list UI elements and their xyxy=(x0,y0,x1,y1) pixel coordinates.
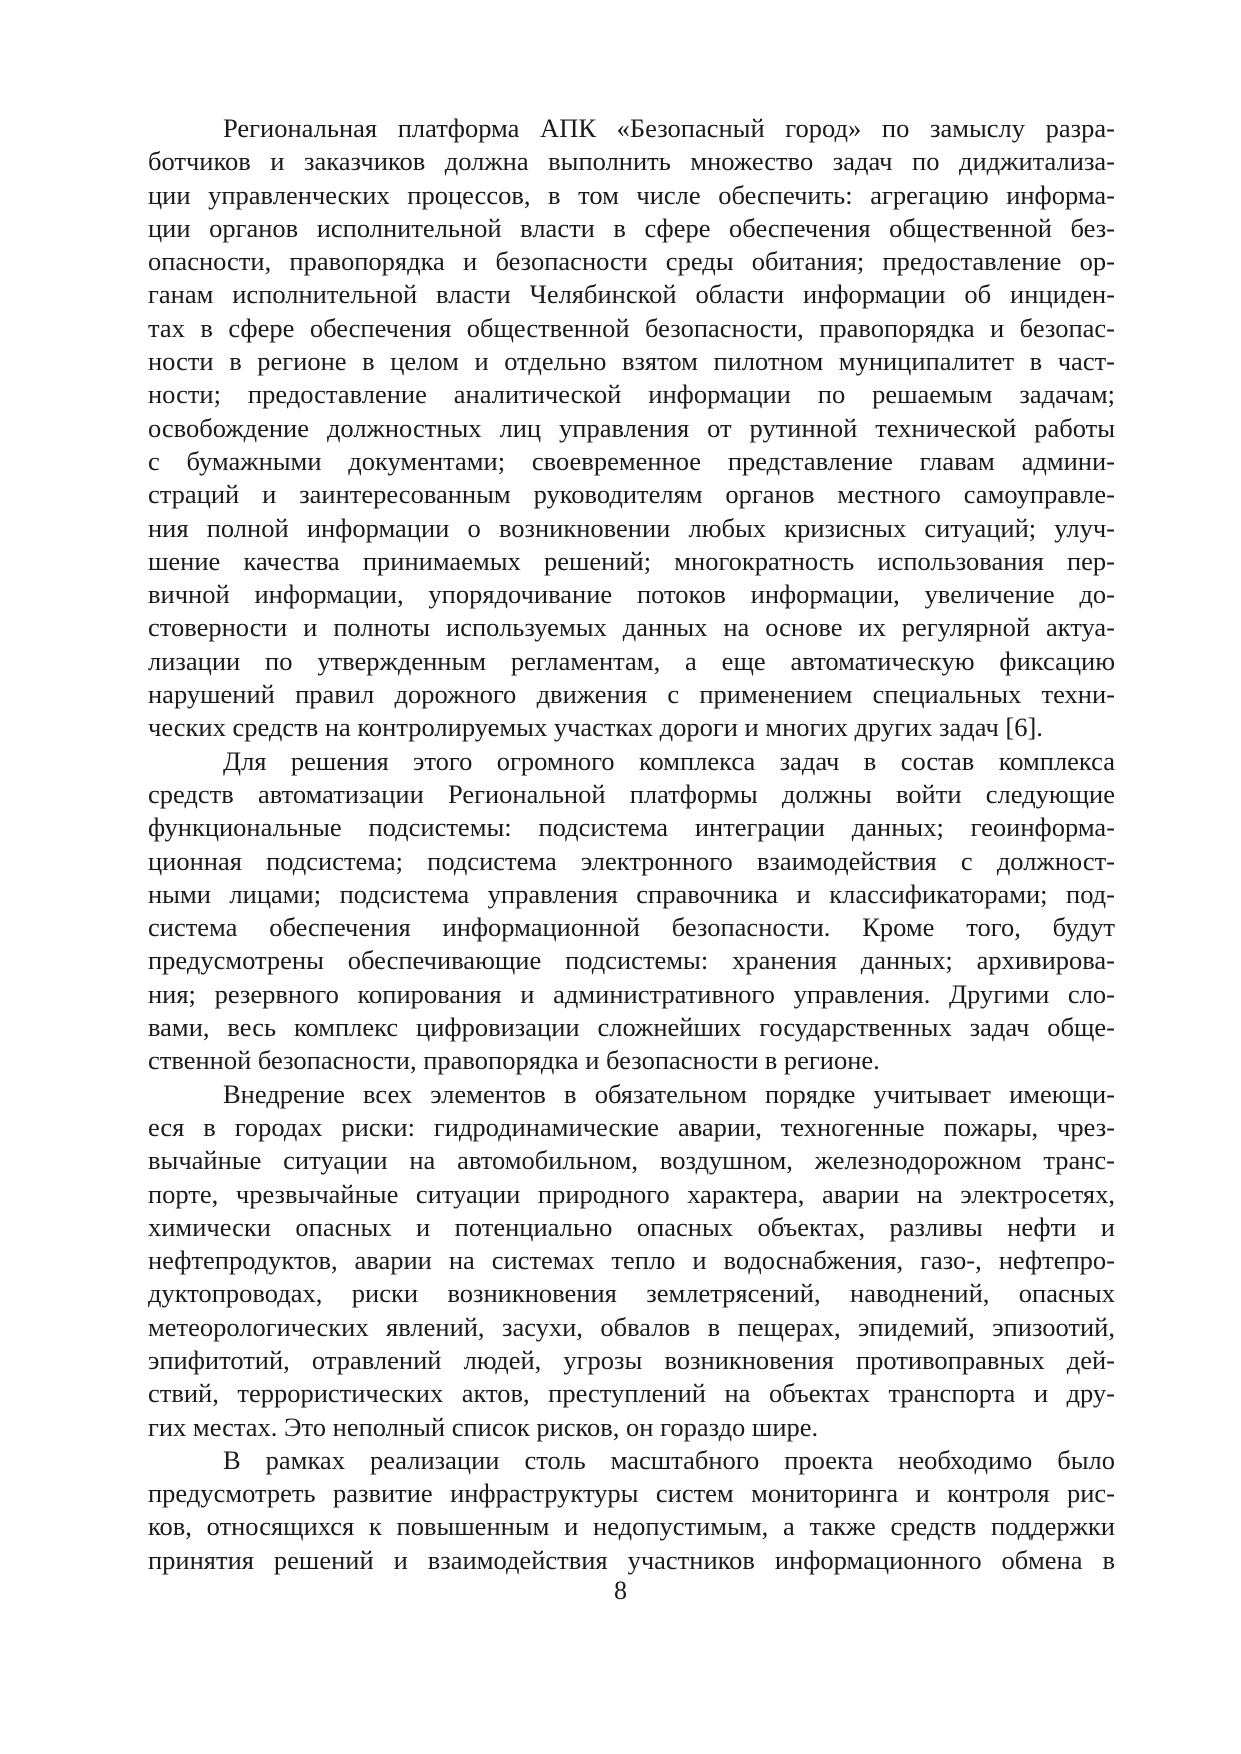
paragraph-4 xyxy=(148,1444,1115,1577)
text-line: предусмотрены обеспечивающие подсистемы: хранения данных; архивирова- xyxy=(148,945,1115,976)
text-line: стоверности и полноты используемых данных на основе их регулярной актуа- xyxy=(148,612,1115,643)
text-line: с бумажными документами; своевременное представление главам админи- xyxy=(148,445,1115,476)
text-line: ческих средств на контролируемых участках дороги и многих других задач [6]. xyxy=(148,712,1043,743)
text-line: химически опасных и потенциально опасных объектах, разливы нефти и xyxy=(148,1211,1115,1242)
text-line: ков, относящихся к повышенным и недопустимым, а также средств поддержки xyxy=(148,1511,1115,1542)
text-line: В рамках реализации столь масштабного проекта необходимо было xyxy=(223,1444,1115,1475)
text-line: тах в сфере обеспечения общественной безопасности, правопорядка и безопас- xyxy=(148,312,1115,343)
text-line: гих местах. Это неполный список рисков, он гораздо шире. xyxy=(148,1411,819,1442)
text-line: ции управленческих процессов, в том числе обеспечить: агрегацию информа- xyxy=(148,179,1115,210)
text-line: ственной безопасности, правопорядка и безопасности в регионе. xyxy=(148,1045,880,1076)
text-line: ции органов исполнительной власти в сфере обеспечения общественной без- xyxy=(148,212,1115,243)
text-line: освобождение должностных лиц управления от рутинной технической работы xyxy=(148,412,1115,443)
text-line: ционная подсистема; подсистема электронного взаимодействия с должност- xyxy=(148,845,1115,876)
text-line: порте, чрезвычайные ситуации природного характера, аварии на электросетях, xyxy=(148,1178,1115,1209)
paragraph-3 xyxy=(148,1078,1115,1444)
text-line: ности в регионе в целом и отдельно взятом пилотном муниципалитет в част- xyxy=(148,346,1115,377)
text-line: ния полной информации о возникновении любых кризисных ситуаций; улуч- xyxy=(148,512,1115,543)
text-line: Внедрение всех элементов в обязательном порядке учитывает имеющи- xyxy=(223,1078,1115,1109)
text-line: вами, весь комплекс цифровизации сложнейших государственных задач обще- xyxy=(148,1012,1115,1043)
text-line: функциональные подсистемы: подсистема интеграции данных; геоинформа- xyxy=(148,812,1115,843)
text-line: вичной информации, упорядочивание потоков информации, увеличение до- xyxy=(148,579,1115,610)
text-line: система обеспечения информационной безопасности. Кроме того, будут xyxy=(148,912,1115,943)
text-line: вычайные ситуации на автомобильном, воздушном, железнодорожном транс- xyxy=(148,1145,1115,1176)
text-line: страций и заинтересованным руководителям органов местного самоуправле- xyxy=(148,479,1115,510)
text-line: средств автоматизации Региональной платформы должны войти следующие xyxy=(148,778,1115,809)
text-line: нарушений правил дорожного движения с применением специальных техни- xyxy=(148,679,1115,710)
text-line: Для решения этого огромного комплекса задач в состав комплекса xyxy=(223,745,1115,776)
text-line: ботчиков и заказчиков должна выполнить множество задач по диджитализа- xyxy=(148,146,1115,177)
text-line: шение качества принимаемых решений; многократность использования пер- xyxy=(148,545,1115,576)
text-line: ганам исполнительной власти Челябинской области информации об инциден- xyxy=(148,279,1115,310)
text-line: метеорологических явлений, засухи, обвалов в пещерах, эпидемий, эпизоотий, xyxy=(148,1311,1115,1342)
paragraph-2 xyxy=(148,745,1115,1078)
text-line: Региональная платформа АПК «Безопасный город» по замыслу разра- xyxy=(223,113,1115,143)
paragraph-1 xyxy=(148,112,1115,745)
text-line: ния; резервного копирования и административного управления. Другими сло- xyxy=(148,978,1115,1009)
text-line: эпифитотий, отравлений людей, угрозы возникновения противоправных дей- xyxy=(148,1344,1115,1375)
text-line: опасности, правопорядка и безопасности среды обитания; предоставление ор- xyxy=(148,246,1115,277)
text-line: ности; предоставление аналитической информации по решаемым задачам; xyxy=(148,379,1115,410)
text-line: дуктопроводах, риски возникновения землетрясений, наводнений, опасных xyxy=(148,1278,1115,1309)
text-line: принятия решений и взаимодействия участников информационного обмена в xyxy=(148,1544,1115,1575)
text-line: предусмотреть развитие инфраструктуры систем мониторинга и контроля рис- xyxy=(148,1478,1115,1509)
text-line: ными лицами; подсистема управления справочника и классификаторами; под- xyxy=(148,878,1115,909)
text-line: еся в городах риски: гидродинамические аварии, техногенные пожары, чрез- xyxy=(148,1111,1115,1142)
text-line: ствий, террористических актов, преступлений на объектах транспорта и дру- xyxy=(148,1378,1115,1409)
text-line: нефтепродуктов, аварии на системах тепло и водоснабжения, газо-, нефтепро- xyxy=(148,1245,1115,1276)
page-number: 8 xyxy=(614,1576,627,1605)
body-text xyxy=(148,112,1115,1577)
text-line: лизации по утвержденным регламентам, а еще автоматическую фиксацию xyxy=(148,645,1115,676)
